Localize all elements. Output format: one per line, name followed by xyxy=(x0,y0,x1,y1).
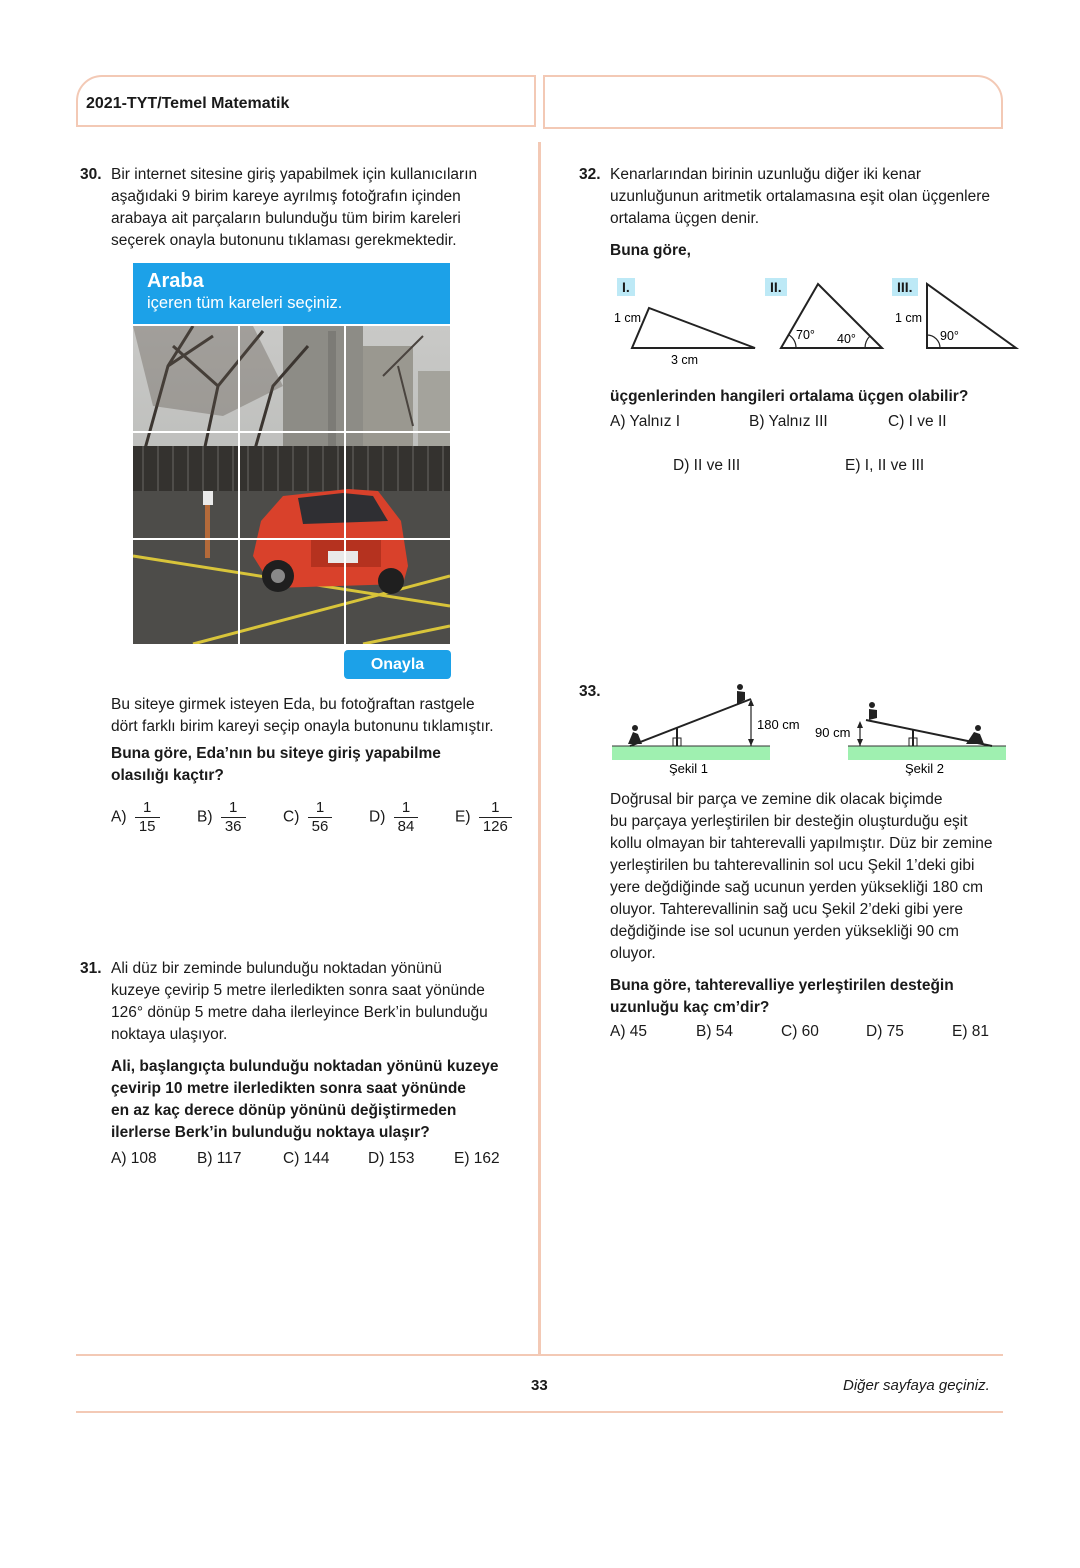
fraction xyxy=(221,799,246,836)
q30-option-e[interactable] xyxy=(455,799,512,836)
q33-text-line: yerleştirilen bu tahterevallinin sol ucu Şekil 1’deki gibi xyxy=(610,857,975,874)
q31-text-line: Ali düz bir zeminde bulunduğu noktadan yönünü xyxy=(111,960,442,977)
denominator: 126 xyxy=(479,817,512,836)
q31-text-line: kuzeye çevirip 5 metre ilerledikten sonra saat yönünde xyxy=(111,982,485,999)
captcha-header xyxy=(133,263,450,324)
q32-text-line: uzunluğunun aritmetik ortalamasına eşit olan üçgenlere xyxy=(610,188,990,205)
angle-arc xyxy=(789,335,796,348)
onayla-button[interactable]: Onayla xyxy=(344,650,451,679)
next-page-note: Diğer sayfaya geçiniz. xyxy=(843,1377,990,1394)
option-label: C) xyxy=(283,808,300,826)
option-label: A) xyxy=(111,808,127,826)
q31-number: 31. xyxy=(80,960,102,977)
captcha-title: Araba xyxy=(147,270,204,292)
q31-text-line: 126° dönüp 5 metre daha ilerleyince Berk’in bulunduğu xyxy=(111,1004,488,1021)
numerator: 1 xyxy=(315,799,325,816)
q33-question-line: uzunluğu kaç cm’dir? xyxy=(610,999,770,1016)
numerator: 1 xyxy=(491,799,500,816)
q33-text-line: oluyor. Tahterevallinin sağ ucu Şekil 2’deki gibi yere xyxy=(610,901,963,918)
q30-text2-line: dört farklı birim kareyi seçip onayla butonunu tıklamıştır. xyxy=(111,718,494,735)
q33-option-a[interactable]: A) 45 xyxy=(610,1023,648,1040)
fraction xyxy=(308,799,333,836)
q33-text-line: yere değdiğinde sağ ucunun yerden yüksekliği 180 cm xyxy=(610,879,984,896)
ground-1 xyxy=(612,746,770,760)
header-right-box xyxy=(543,75,1003,129)
q30-text xyxy=(111,164,477,252)
q32-text xyxy=(610,164,990,230)
triangle-iii-side: 1 cm xyxy=(895,311,923,325)
triangle-ii-angle2: 40° xyxy=(837,332,856,346)
q30-question xyxy=(111,743,441,787)
q32-text-line: Kenarlarından birinin uzunluğu diğer iki kenar xyxy=(610,166,922,183)
caption-2: Şekil 2 xyxy=(905,761,945,776)
triangle-i-side2: 3 cm xyxy=(671,353,699,367)
footer-top-line xyxy=(76,1354,1003,1356)
numerator: 1 xyxy=(401,799,411,816)
q31-option-d[interactable]: D) 153 xyxy=(368,1150,415,1167)
q30-text-line: arabaya ait parçaların bulunduğu tüm birim kareleri xyxy=(111,210,461,227)
q33-text-line: bu parçaya yerleştirilen bir desteğin oluşturduğu eşit xyxy=(610,813,968,830)
q31-option-a[interactable]: A) 108 xyxy=(111,1150,157,1167)
captcha-photo-grid xyxy=(133,326,450,644)
q33-option-b[interactable]: B) 54 xyxy=(696,1023,734,1040)
page-number: 33 xyxy=(531,1377,548,1394)
fraction xyxy=(394,799,419,836)
q32-option-e[interactable]: E) I, II ve III xyxy=(845,457,925,474)
q33-option-e[interactable]: E) 81 xyxy=(952,1023,990,1040)
column-divider xyxy=(538,142,541,1354)
triangle-iii-angle: 90° xyxy=(940,329,959,343)
q30-option-b[interactable] xyxy=(197,799,283,836)
denominator: 56 xyxy=(308,817,333,836)
q33-text xyxy=(610,789,992,965)
fraction xyxy=(479,799,512,836)
q30-question-line: Buna göre, Eda’nın bu siteye giriş yapabilme xyxy=(111,745,441,762)
q32-intro: Buna göre, xyxy=(610,242,691,259)
q32-option-c[interactable]: C) I ve II xyxy=(888,413,947,430)
q30-option-d[interactable] xyxy=(369,799,455,836)
q30-text-line: seçerek onayla butonunu tıklaması gerekmektedir. xyxy=(111,232,457,249)
caption-1: Şekil 1 xyxy=(669,761,709,776)
q32-question: üçgenlerinden hangileri ortalama üçgen olabilir? xyxy=(610,388,969,405)
q33-option-d[interactable]: D) 75 xyxy=(866,1023,904,1040)
q32-number: 32. xyxy=(579,166,601,183)
q31-text xyxy=(111,958,488,1046)
q31-question-line: Ali, başlangıçta bulunduğu noktadan yönünü kuzeye xyxy=(111,1058,499,1075)
q33-text-line: kollu olmayan bir tahterevalli yapılmıştır. Düz bir zemine xyxy=(610,835,993,852)
q30-text-line: aşağıdaki 9 birim kareye ayrılmış fotoğrafın içinden xyxy=(111,188,461,205)
footer-bottom-line xyxy=(76,1411,1003,1413)
q31-question xyxy=(111,1056,499,1144)
q30-options xyxy=(111,799,512,836)
denominator: 84 xyxy=(394,817,419,836)
q31-text-line: noktaya ulaşıyor. xyxy=(111,1026,228,1043)
angle-arc xyxy=(865,336,870,348)
q32-options-row1 xyxy=(610,413,947,431)
option-label: D) xyxy=(369,808,386,826)
q33-options xyxy=(610,1023,989,1041)
q30-option-c[interactable] xyxy=(283,799,369,836)
q32-option-b[interactable]: B) Yalnız III xyxy=(749,413,828,430)
height-label-1: 180 cm xyxy=(757,717,800,732)
q30-text2-line: Bu siteye girmek isteyen Eda, bu fotoğraftan rastgele xyxy=(111,696,475,713)
seesaw-plank-1 xyxy=(630,699,751,746)
q31-question-line: çevirip 10 metre ilerledikten sonra saat yönünde xyxy=(111,1080,466,1097)
q31-option-e[interactable]: E) 162 xyxy=(454,1150,500,1167)
numerator: 1 xyxy=(142,799,152,816)
q31-option-c[interactable]: C) 144 xyxy=(283,1150,330,1167)
q32-option-d[interactable]: D) II ve III xyxy=(673,457,741,474)
arrow-head xyxy=(857,721,863,728)
seesaw-figure xyxy=(600,680,1020,780)
option-label: B) xyxy=(197,808,213,826)
q33-number: 33. xyxy=(579,683,601,700)
q33-text-line: oluyor. xyxy=(610,945,656,962)
triangle-i-side1: 1 cm xyxy=(614,311,642,325)
q30-text2 xyxy=(111,694,494,738)
q33-question xyxy=(610,975,954,1019)
q30-number: 30. xyxy=(80,166,102,183)
triangle-ii-label: II. xyxy=(765,278,787,296)
q32-text-line: ortalama üçgen denir. xyxy=(610,210,760,227)
q33-text-line: değdiğinde ise sol ucunun yerden yüksekliği 90 cm xyxy=(610,923,959,940)
denominator: 36 xyxy=(221,817,246,836)
numerator: 1 xyxy=(228,799,238,816)
q32-options-row2 xyxy=(673,457,924,475)
car-photo xyxy=(133,326,450,644)
q32-option-a[interactable]: A) Yalnız I xyxy=(610,413,681,430)
q30-option-a[interactable] xyxy=(111,799,197,836)
arrow-head xyxy=(748,739,754,746)
q33-option-c[interactable]: C) 60 xyxy=(781,1023,819,1040)
arrow-head xyxy=(857,739,863,746)
person-icon xyxy=(628,684,745,744)
q31-option-b[interactable]: B) 117 xyxy=(197,1150,242,1167)
angle-arc xyxy=(927,335,940,348)
header-title: 2021-TYT/Temel Matematik xyxy=(86,95,290,112)
triangle-i-label: I. xyxy=(617,278,635,296)
triangle-i xyxy=(632,308,755,348)
option-label: E) xyxy=(455,808,471,826)
q33-text-line: Doğrusal bir parça ve zemine dik olacak biçimde xyxy=(610,791,943,808)
denominator: 15 xyxy=(135,817,160,836)
ground-2 xyxy=(848,746,1006,760)
triangle-iii-label: III. xyxy=(892,278,918,296)
q31-question-line: en az kaç derece dönüp yönünü değiştirmeden xyxy=(111,1102,457,1119)
q31-question-line: ilerlerse Berk’in bulunduğu noktaya ulaşır? xyxy=(111,1124,430,1141)
person-icon xyxy=(869,702,984,744)
q31-options xyxy=(111,1150,500,1168)
q30-text-line: Bir internet sitesine giriş yapabilmek için kullanıcıların xyxy=(111,166,478,183)
q30-question-line: olasılığı kaçtır? xyxy=(111,767,224,784)
triangle-ii-angle1: 70° xyxy=(796,328,815,342)
q33-question-line: Buna göre, tahterevalliye yerleştirilen desteğin xyxy=(610,977,954,994)
captcha-subtitle: içeren tüm kareleri seçiniz. xyxy=(147,294,343,312)
triangles-figure xyxy=(600,275,1025,375)
fraction xyxy=(135,799,160,836)
height-label-2: 90 cm xyxy=(815,725,851,740)
